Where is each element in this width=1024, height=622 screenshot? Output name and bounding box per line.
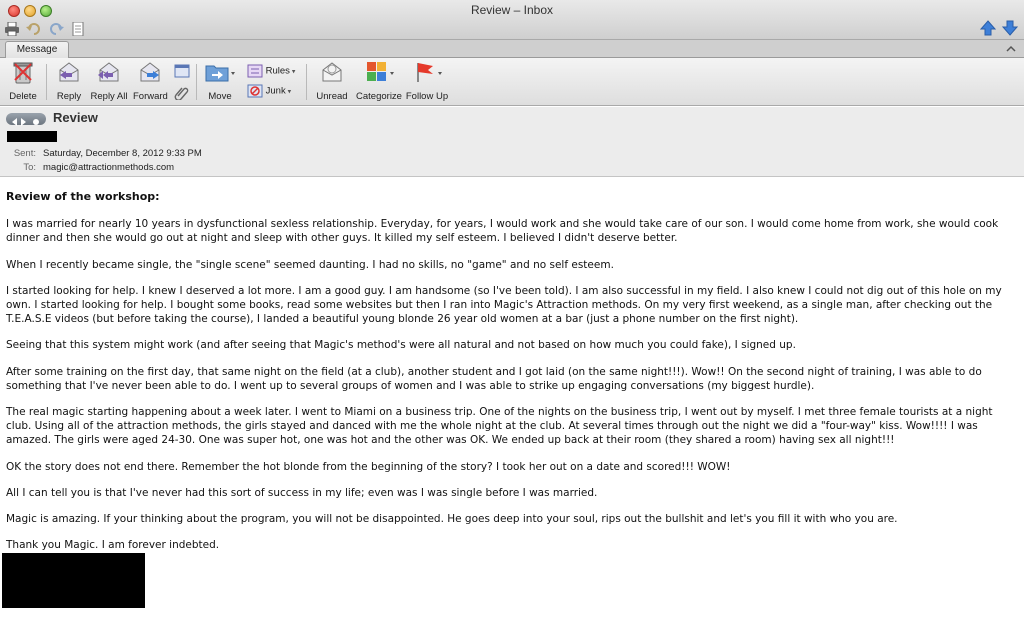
- follow-up-button[interactable]: [405, 60, 449, 104]
- envelope-icon: [320, 60, 344, 84]
- conversation-arrows-icon: [6, 116, 46, 128]
- body-paragraph: All I can tell you is that I've never had this sort of success in my life; even was I was single before I was married.: [6, 486, 598, 499]
- print-icon[interactable]: [4, 22, 20, 36]
- body-paragraph: Seeing that this system might work (and after seeing that Magic's method's were all natural and not based on how much you could fake), I signed up.: [6, 339, 796, 352]
- message-subject: Review: [53, 110, 98, 125]
- reply-icon: [57, 60, 81, 84]
- body-paragraph: The real magic starting happening about a week later. I went to Miami on a business trip. One of the nights on the business trip, I went out by myself. I met three female tourists at a night club. Using all of the attraction methods, the girls stayed and danced with me the whole night at the club. At several times through out the night we did a "four-way" kiss. Wow!!!! I was amazed. The girls were aged 24-30. One was super hot, one was hot and the other was OK. We ended up back at their room (they shared a room) having sex all night!!!: [6, 406, 993, 447]
- rules-button[interactable]: Rules ▾: [247, 64, 295, 80]
- unread-label: Unread: [316, 91, 348, 102]
- body-heading: Review of the workshop:: [6, 190, 160, 203]
- categorize-label: Categorize: [356, 91, 402, 102]
- forward-button[interactable]: [133, 60, 167, 104]
- sent-label: Sent:: [13, 148, 36, 159]
- window-title: Review – Inbox: [470, 3, 554, 17]
- ribbon-tab-strip: [0, 40, 1024, 58]
- to-label: To:: [23, 162, 36, 173]
- ribbon-divider: [46, 64, 47, 100]
- tab-message[interactable]: Message: [5, 41, 69, 58]
- delete-button[interactable]: [6, 60, 40, 104]
- forward-label: Forward: [133, 91, 168, 102]
- reply-all-button[interactable]: [90, 60, 128, 104]
- ribbon: [0, 58, 1024, 106]
- next-message-icon[interactable]: [1002, 20, 1018, 36]
- body-paragraph: OK the story does not end there. Remember the hot blonde from the beginning of the story? I took her out on a date and scored!!! WOW!: [6, 460, 731, 473]
- message-body: [0, 178, 1024, 622]
- move-button[interactable]: [202, 60, 238, 104]
- body-paragraph: I was married for nearly 10 years in dysfunctional sexless relationship. Everyday, for years, I would work and she would take care of our son. I would come home from work, she would cook dinner and then she would go out at night and sleep with other guys. It killed my self esteem. I believed I didn't deserve better.: [6, 218, 999, 245]
- redacted-signature: [2, 553, 145, 608]
- delete-label: Delete: [9, 91, 37, 102]
- body-paragraph: After some training on the first day, that same night on the field (at a club), another student and I got laid (on the same night!!!). Wow!! On the second night of training, I was able to do something that I've never been able to do. I went up to several groups of women and I was able to strike up engaging conversations (my biggest hurdle).: [6, 365, 982, 392]
- follow-up-label: Follow Up: [405, 91, 449, 102]
- body-paragraph: Thank you Magic. I am forever indebted.: [6, 539, 220, 552]
- ribbon-divider: [306, 64, 307, 100]
- sent-date: Saturday, December 8, 2012 9:33 PM: [43, 148, 202, 159]
- reply-all-label: Reply All: [90, 91, 128, 102]
- flag-icon: [411, 60, 443, 84]
- collapse-ribbon-icon[interactable]: [1006, 44, 1016, 54]
- unread-button[interactable]: [314, 60, 350, 104]
- message-header: [0, 107, 1024, 177]
- junk-button[interactable]: Junk ▾: [247, 84, 291, 100]
- previous-message-icon[interactable]: [980, 20, 996, 36]
- move-label: Move: [208, 91, 232, 102]
- junk-label: Junk: [265, 85, 286, 97]
- reply-all-icon: [97, 60, 121, 84]
- undo-icon[interactable]: [26, 22, 42, 36]
- trash-icon: [11, 60, 35, 84]
- body-paragraph: I started looking for help. I knew I deserved a lot more. I am a good guy. I am handsome (so I've been told). I am also successful in my field. I also knew I could not dig out of this hole on my own. I started looking for help. I bought some books, read some websites but then I ran into Magic's Attraction methods. On my very first weekend, as a single man, after checking out the T.E.A.S.E videos (but before taking the course), I landed a beautiful young blonde 26 year old women at a bar (just a phone number on the first night).: [6, 284, 1002, 326]
- reply-button[interactable]: [54, 60, 84, 104]
- meeting-icon[interactable]: [174, 64, 190, 78]
- redo-icon[interactable]: [48, 22, 64, 36]
- note-icon[interactable]: [70, 22, 86, 36]
- forward-icon: [138, 60, 162, 84]
- ribbon-divider: [196, 64, 197, 100]
- reply-label: Reply: [56, 91, 82, 102]
- redacted-sender: [7, 131, 57, 142]
- rules-icon: [247, 64, 263, 78]
- body-paragraph: Magic is amazing. If your thinking about the program, you will not be disappointed. He goes deep into your soul, rips out the bullshit and let's you fill it with who you are.: [6, 513, 898, 526]
- rules-label: Rules: [265, 65, 290, 77]
- categorize-button[interactable]: [355, 60, 403, 104]
- junk-icon: [247, 84, 263, 98]
- categorize-icon: [363, 60, 395, 84]
- folder-icon: [204, 60, 236, 84]
- body-paragraph: When I recently became single, the "single scene" seemed daunting. I had no skills, no "game" and no self esteem.: [6, 258, 614, 271]
- reading-pane-nav[interactable]: [6, 113, 46, 125]
- recipient-address[interactable]: magic@attractionmethods.com: [43, 162, 175, 173]
- attachment-icon[interactable]: [174, 86, 190, 100]
- title-bar: [0, 0, 1024, 40]
